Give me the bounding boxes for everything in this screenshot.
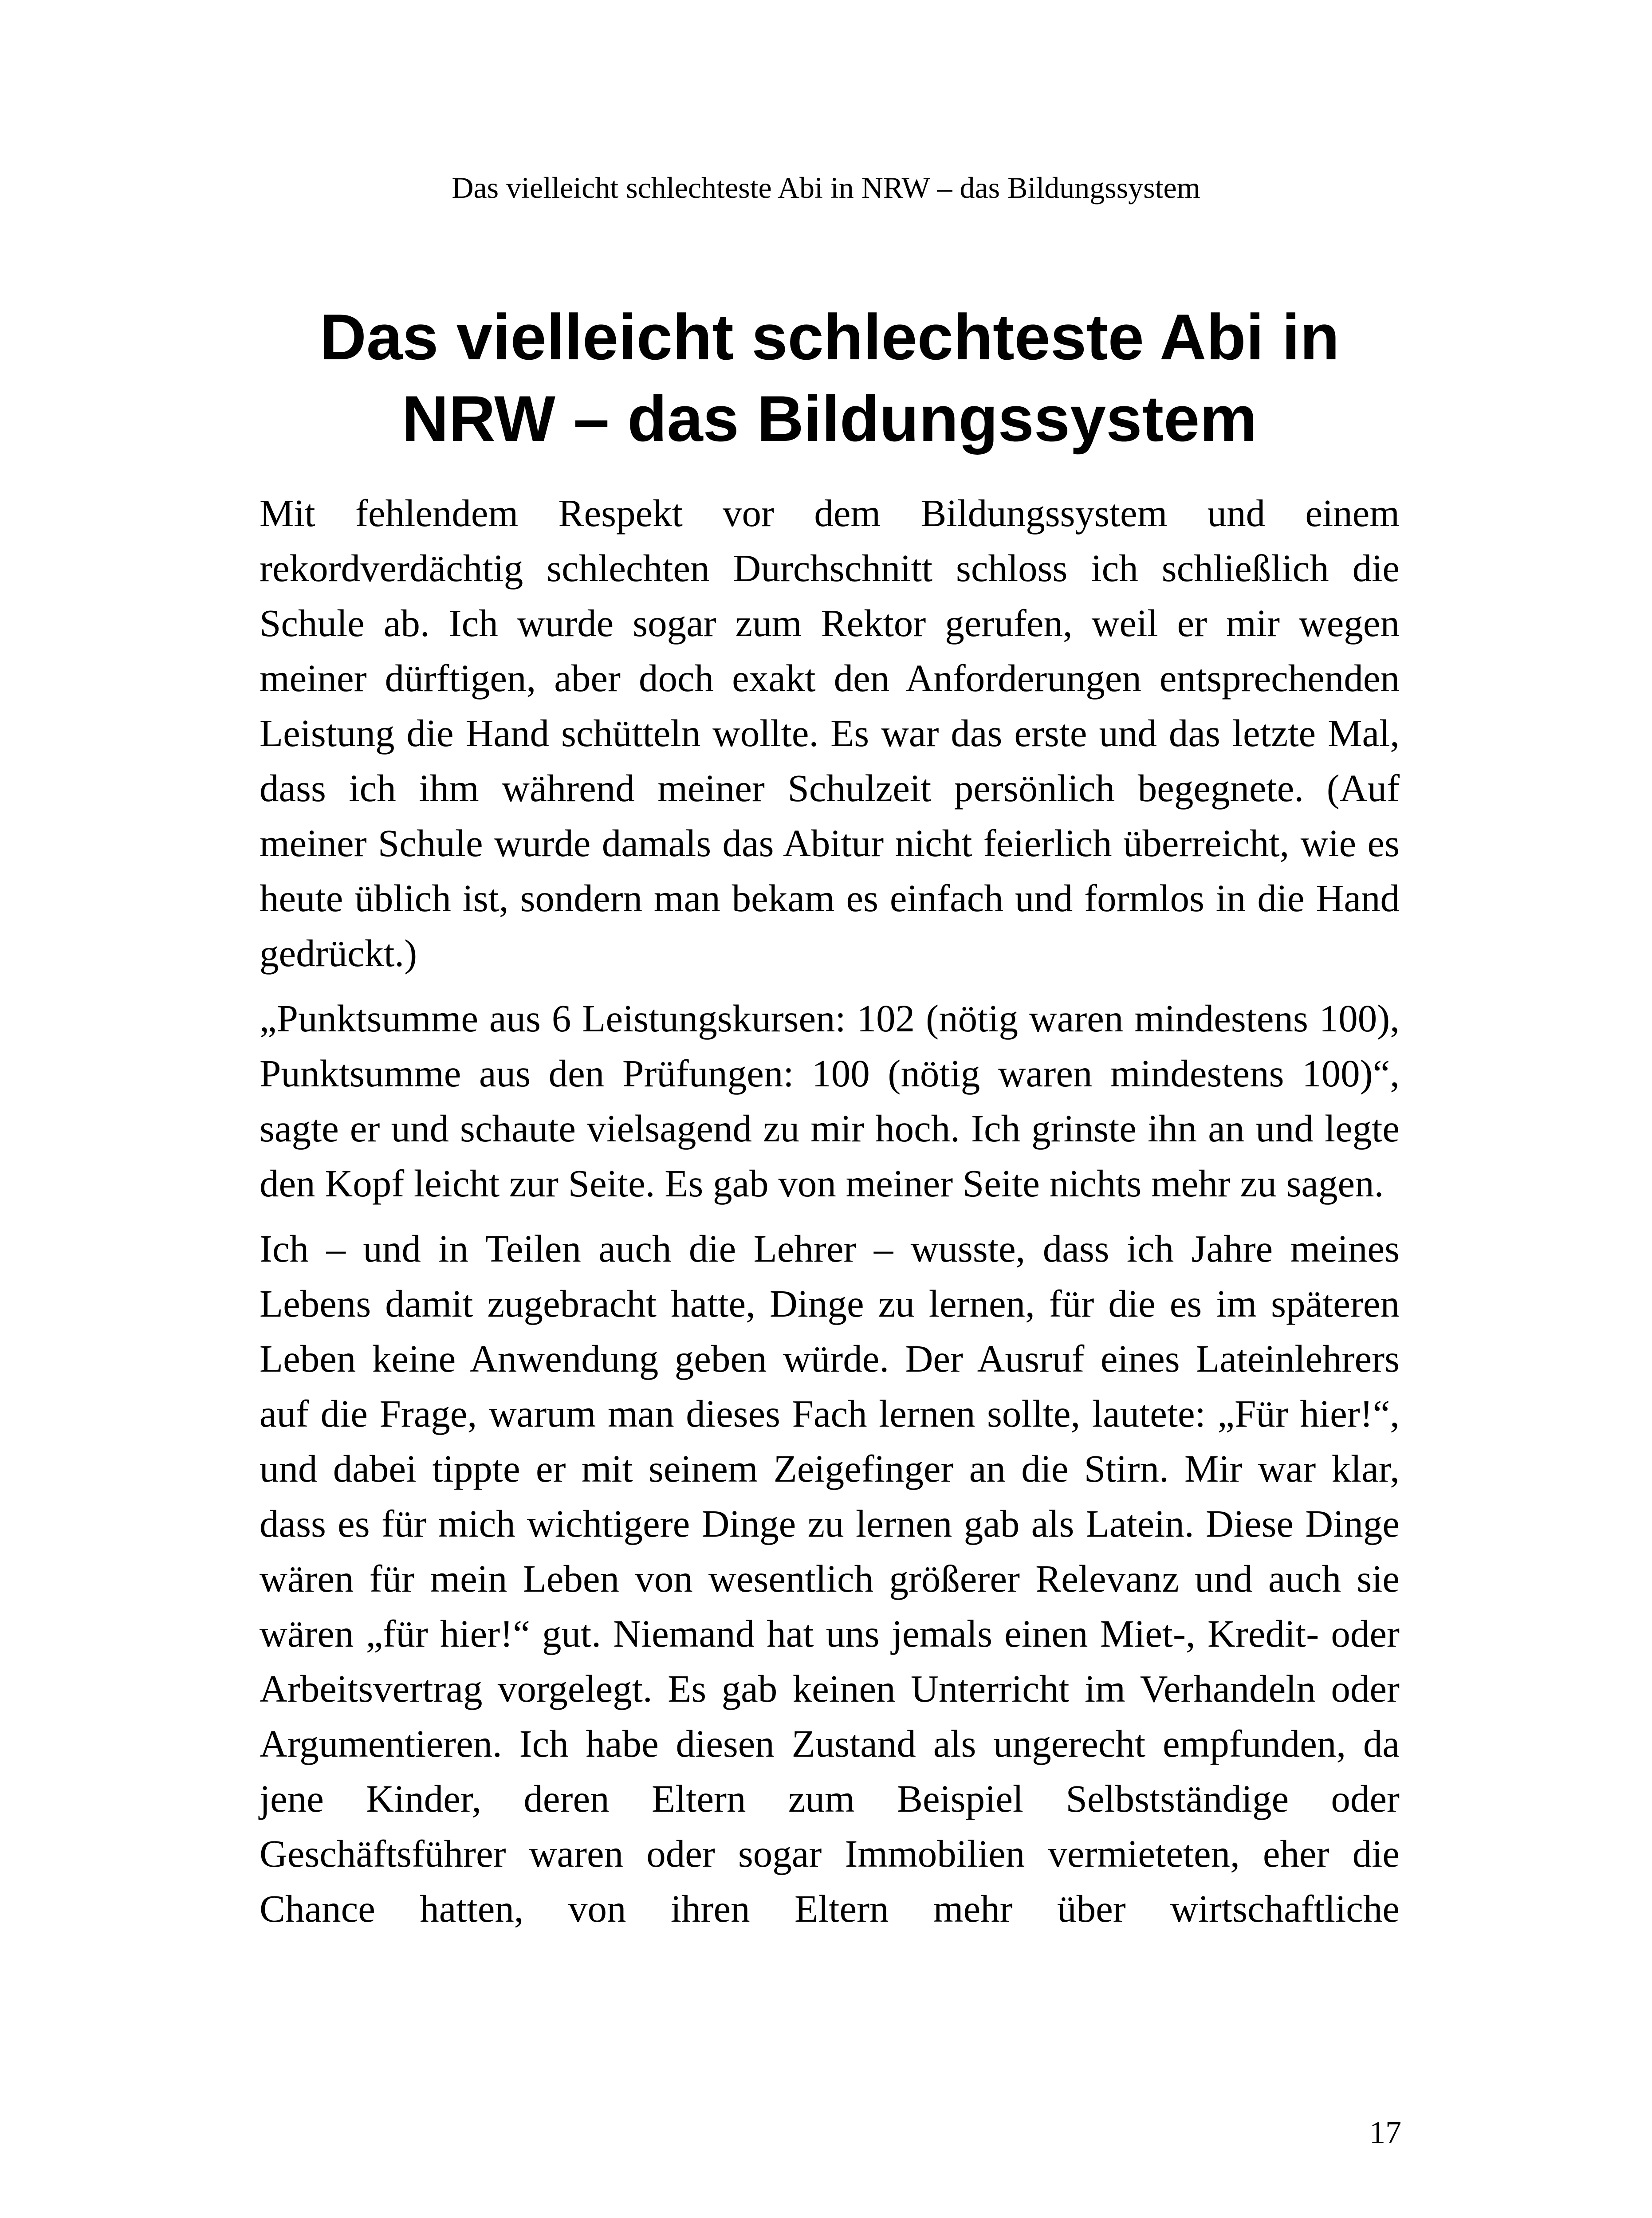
- running-header: Das vielleicht schlechteste Abi in NRW – das Bildungssystem: [452, 171, 1200, 204]
- body-text: [260, 486, 1400, 1947]
- paragraph-1: Mit fehlendem Respekt vor dem Bildungssystem und einem rekordverdächtig schlechten Durchschnitt schloss ich schließlich die Schule ab. Ich wurde sogar zum Rektor gerufen, weil er mir wegen meiner dürftigen, aber doch exakt den Anforderungen entsprechenden Leistung die Hand schütteln wollte. Es war das erste und das letzte Mal, dass ich ihm während meiner Schulzeit persönlich begegnete. (Auf meiner Schule wurde damals das Abitur nicht feierlich überreicht, wie es heute üblich ist, sondern man bekam es einfach und formlos in die Hand gedrückt.): [260, 492, 1400, 975]
- page-number: 17: [1369, 2115, 1401, 2150]
- paragraph-3: Ich – und in Teilen auch die Lehrer – wusste, dass ich Jahre meines Lebens damit zugebracht hatte, Dinge zu lernen, für die es im späteren Leben keine Anwendung geben würde. Der Ausruf eines Lateinlehrers auf die Frage, warum man dieses Fach lernen sollte, lautete: „Für hier!“, und dabei tippte er mit seinem Zeigefinger an die Stirn. Mir war klar, dass es für mich wichtigere Dinge zu lernen gab als Latein. Diese Dinge wären für mein Leben von wesentlich größerer Relevanz und auch sie wären „für hier!“ gut. Niemand hat uns jemals einen Miet-, Kredit- oder Arbeitsvertrag vorgelegt. Es gab keinen Unterricht im Verhandeln oder Argumentieren. Ich habe diesen Zustand als ungerecht empfunden, da jene Kinder, deren Eltern zum Beispiel Selbstständige oder Geschäftsführer waren oder sogar Immobilien vermieteten, eher die Chance hatten, von ihren Eltern mehr über wirtschaftliche: [260, 1227, 1400, 1930]
- chapter-title: Das vielleicht schlechteste Abi in NRW – das Bildungssystem: [319, 301, 1340, 455]
- paragraph-2: „Punktsumme aus 6 Leistungskursen: 102 (nötig waren mindestens 100), Punktsumme aus den Prüfungen: 100 (nötig waren mindestens 100)“, sagte er und schaute vielsagend zu mir hoch. Ich grinste ihn an und legte den Kopf leicht zur Seite. Es gab von meiner Seite nichts mehr zu sagen.: [260, 997, 1400, 1205]
